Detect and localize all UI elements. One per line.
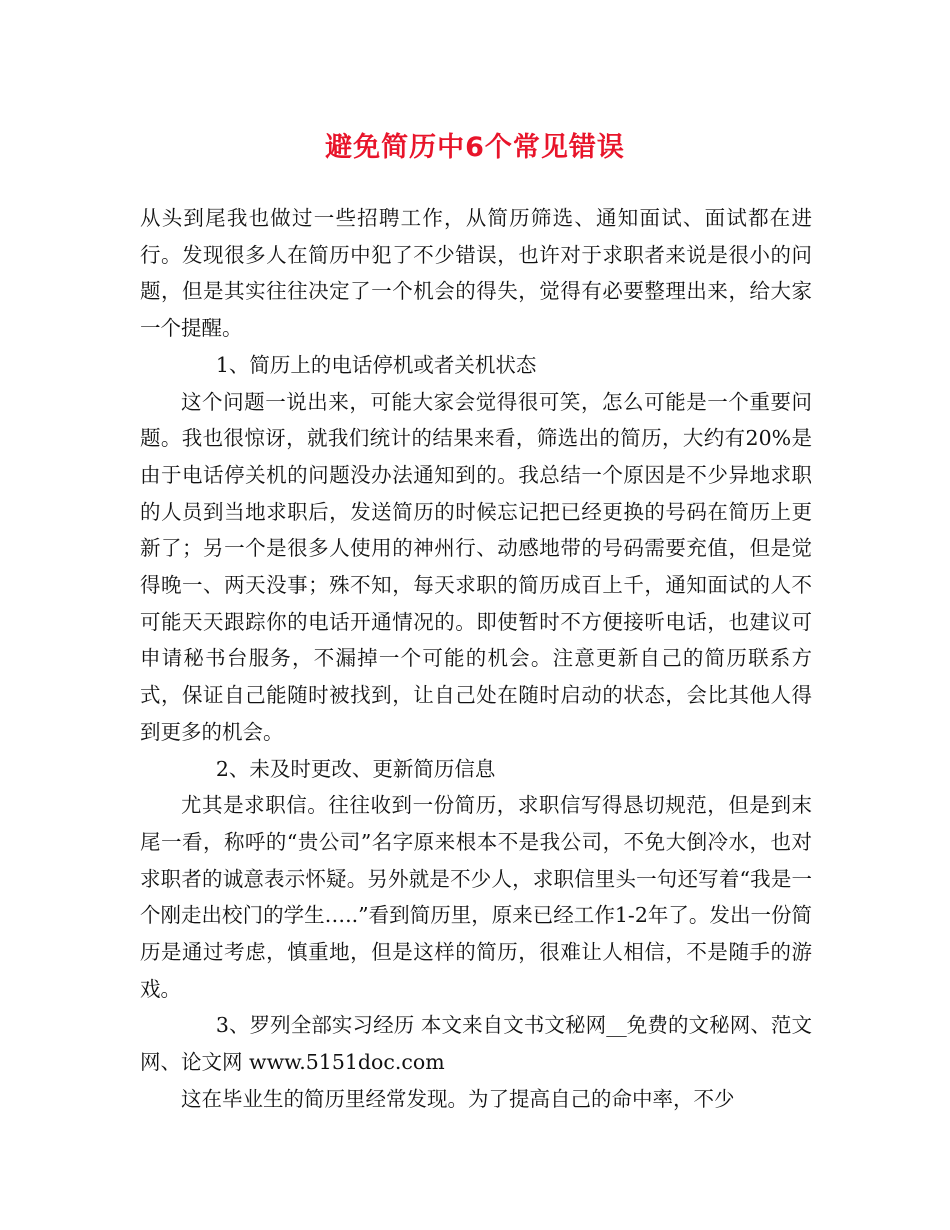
section-paragraph-2: 尤其是求职信。往往收到一份简历，求职信写得恳切规范，但是到末尾一看，称呼的“贵公司”名字原来根本不是我公司，不免大倒冷水，也对求职者的诚意表示怀疑。另外就是不少人，求职信里头一句还写着“我是一个刚走出校门的学生…..”看到简历里，原来已经工作1-2年了。发出一份简历是通过考虑，慎重地，但是这样的简历，很难让人相信，不是随手的游戏。: [140, 793, 812, 1001]
section-heading-3: 3、罗列全部实习经历 本文来自文书文秘网__免费的文秘网、范文网、论文网 www.5151doc.com: [140, 1013, 812, 1075]
section-paragraph-1: 这个问题一说出来，可能大家会觉得很可笑，怎么可能是一个重要问题。我也很惊讶，就我们统计的结果来看，筛选出的简历，大约有20%是由于电话停关机的问题没办法通知到的。我总结一个原因是不少异地求职的人员到当地求职后，发送简历的时候忘记把已经更换的号码在简历上更新了；另一个是很多人使用的神州行、动感地带的号码需要充值，但是觉得晚一、两天没事；殊不知，每天求职的简历成百上千，通知面试的人不可能天天跟踪你的电话开通情况的。即使暂时不方便接听电话，也建议可申请秘书台服务，不漏掉一个可能的机会。注意更新自己的简历联系方式，保证自己能随时被找到，让自己处在随时启动的状态，会比其他人得到更多的机会。: [140, 389, 812, 744]
document-title: 避免简历中6个常见错误: [325, 132, 625, 163]
document-body: [140, 200, 812, 1118]
section-paragraph-3: 这在毕业生的简历里经常发现。为了提高自己的命中率，不少: [181, 1086, 735, 1111]
section-heading-1: 1、简历上的电话停机或者关机状态: [215, 352, 537, 377]
section-heading-2: 2、未及时更改、更新简历信息: [215, 756, 496, 781]
intro-paragraph: 从头到尾我也做过一些招聘工作，从简历筛选、通知面试、面试都在进行。发现很多人在简历中犯了不少错误，也许对于求职者来说是很小的问题，但是其实往往决定了一个机会的得失，觉得有必要整理出来，给大家一个提醒。: [140, 206, 812, 341]
